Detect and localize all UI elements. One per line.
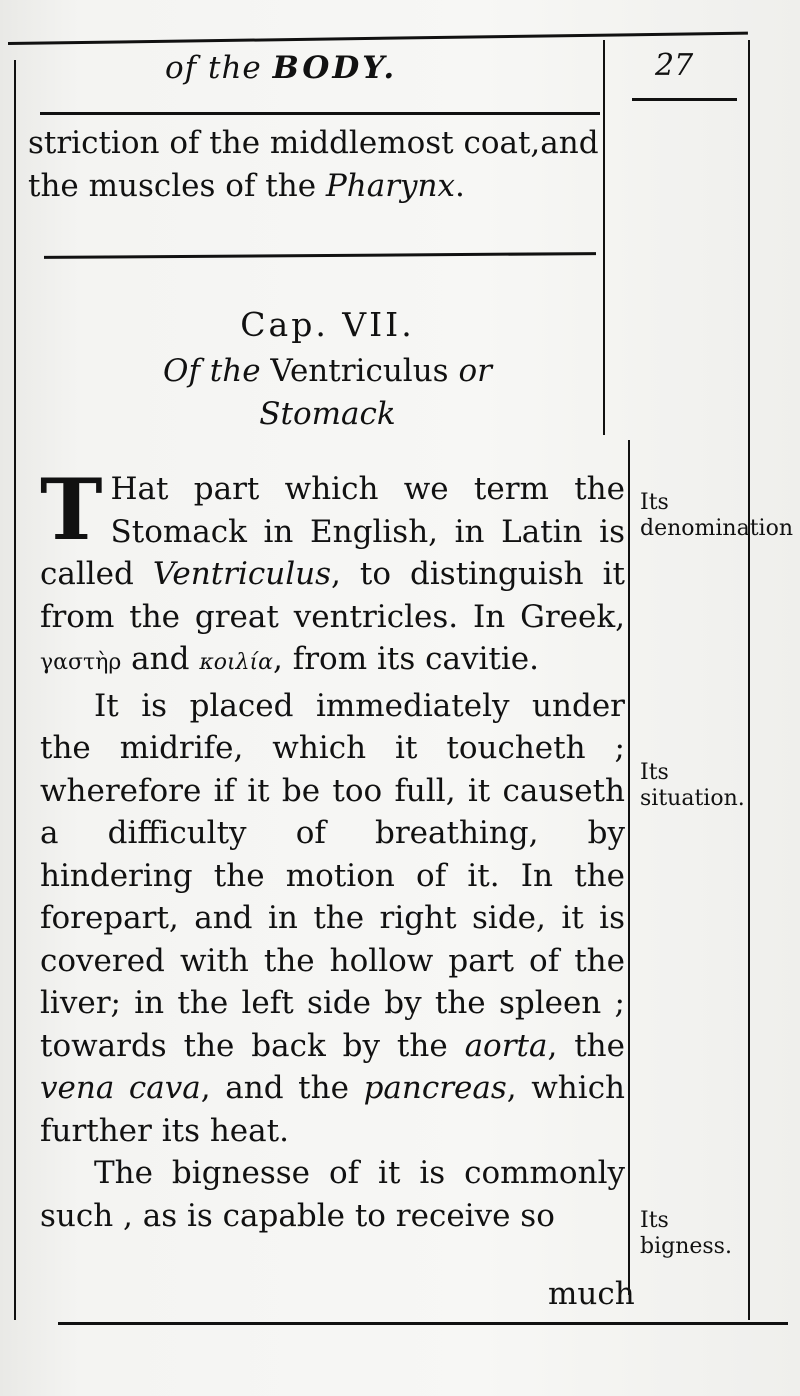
chapter-title-or: or: [458, 353, 492, 389]
continuation-line-2: the muscles of the: [28, 167, 326, 204]
chapter-number: Cap. VII.: [240, 305, 415, 344]
pharynx-term: Pharynx: [325, 167, 455, 204]
margin-note-situation: Its situation.: [640, 760, 745, 811]
p1-text-b: , to distinguish it from the great ventricles. In Greek,: [40, 556, 626, 635]
paragraph-bigness: [40, 1152, 625, 1237]
paragraph-denomination: [40, 460, 626, 685]
chapter-title-ventriculus: Ventriculus: [270, 353, 449, 389]
top-border-rule: [8, 32, 748, 45]
p2-text-d: , which further its heat.: [40, 1070, 626, 1149]
running-title-prefix: of the: [165, 50, 273, 86]
chapter-heading: [40, 300, 615, 436]
section-divider: [44, 252, 596, 259]
margin-note-bigness: Its bigness.: [640, 1208, 732, 1259]
p1-text-a: Hat part which we term the Stomack in English, in Latin is called: [40, 471, 625, 592]
continuation-line-2-end: .: [454, 167, 465, 204]
text-column-right-line-bottom: [628, 440, 630, 1295]
chapter-title-of-the: Of the: [163, 353, 261, 389]
chapter-title-stomack: Stomack: [259, 396, 396, 432]
p1-text-c: and: [121, 641, 200, 677]
catchword: much: [548, 1276, 635, 1312]
chapter-title: [40, 350, 615, 392]
p1-latin-term: Ventriculus: [152, 556, 332, 592]
continuation-line-1: striction of the middlemost coat,and: [28, 125, 599, 161]
p1-text-d: , from its cavitie.: [273, 641, 539, 677]
p2-text-c: , and the: [200, 1070, 364, 1106]
p2-text-a: It is placed immediately under the midrife, which it toucheth ; wherefore if it be too full, it causeth a difficulty of breathing, by hindering the motion of it. In the forepart, and in the right side, it is covered with the hollow part of the liver; in the left side by the spleen ; towards the back by the: [40, 687, 625, 1064]
continuation-text: [28, 122, 623, 207]
p1-greek-term-2: κοιλία: [199, 650, 274, 675]
left-border-line: [14, 60, 16, 1320]
margin-column-right-line: [748, 40, 750, 1320]
drop-cap: T: [40, 460, 103, 559]
p2-pancreas-term: pancreas: [363, 1070, 507, 1106]
paragraph-situation: [40, 685, 625, 1153]
header-underline-left: [40, 112, 600, 115]
p1-greek-term-1: γαστὴρ: [40, 650, 122, 675]
p3-text: The bignesse of it is commonly such , as is capable to receive so: [40, 1155, 625, 1234]
p2-aorta-term: aorta: [464, 1027, 548, 1064]
body-text: [40, 460, 626, 1237]
running-title-caps: BODY.: [272, 50, 398, 86]
running-title: [165, 50, 465, 86]
page-number: 27: [655, 48, 694, 83]
bottom-border-rule: [58, 1322, 788, 1325]
margin-note-denomination: Its denomination: [640, 490, 793, 541]
header-underline-right: [632, 98, 737, 101]
p2-vena-cava-term: vena cava: [40, 1070, 201, 1106]
p2-text-b: , the: [547, 1027, 625, 1064]
